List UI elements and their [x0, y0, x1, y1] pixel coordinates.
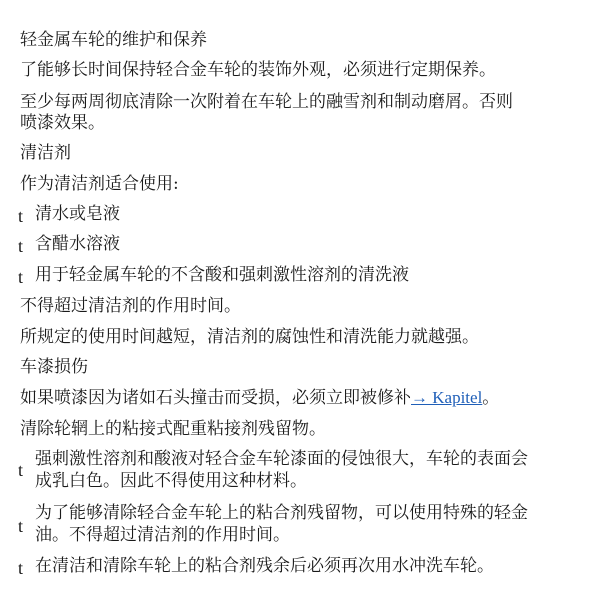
paragraph-maintenance: 了能够长时间保持轻合金车轮的装饰外观，必须进行定期保养。	[20, 60, 496, 80]
heading: 轻金属车轮的维护和保养	[20, 30, 207, 50]
kapitel-link[interactable]: → Kapitel	[411, 388, 483, 407]
paint-repair-text: 如果喷漆因为诸如石头撞击而受损，必须立即被修补	[20, 388, 411, 408]
list-item-line-2: 油。不得超过清洁剂的作用时间。	[35, 525, 290, 545]
list-item: 清水或皂液	[35, 204, 120, 224]
paint-repair-sentence	[20, 388, 499, 408]
bullet-marker: t	[18, 267, 24, 287]
note-corrosiveness: 所规定的使用时间越短，清洁剂的腐蚀性和清洗能力就越强。	[20, 327, 479, 347]
paragraph-cleaning-line-2: 喷漆效果。	[20, 113, 105, 133]
bullet-marker: t	[18, 236, 24, 256]
adhesive-intro: 清除轮辋上的粘接式配重粘接剂残留物。	[20, 419, 326, 439]
bullet-marker: t	[18, 516, 24, 536]
list-item-line-1: 为了能够清除轻合金车轮上的粘合剂残留物，可以使用特殊的轻金	[35, 503, 528, 523]
bullet-marker: t	[18, 206, 24, 226]
paint-repair-period: 。	[482, 388, 500, 408]
note-exposure-time: 不得超过清洁剂的作用时间。	[20, 296, 241, 316]
bullet-marker: t	[18, 558, 24, 578]
list-item: 含醋水溶液	[35, 234, 120, 254]
section-title-paint-damage: 车漆损伤	[20, 357, 88, 377]
section-title-cleaners: 清洁剂	[20, 143, 71, 163]
list-item: 在清洁和清除车轮上的粘合剂残余后必须再次用水冲洗车轮。	[35, 556, 494, 576]
list-item-line-2: 成乳白色。因此不得使用这种材料。	[35, 471, 307, 491]
list-item-line-1: 强刺激性溶剂和酸液对轻合金车轮漆面的侵蚀很大，车轮的表面会	[35, 449, 528, 469]
cleaners-intro: 作为清洁剂适合使用:	[20, 174, 179, 194]
bullet-marker: t	[18, 460, 24, 480]
list-item: 用于轻金属车轮的不含酸和强刺激性溶剂的清洗液	[35, 265, 409, 285]
paragraph-cleaning-line-1: 至少每两周彻底清除一次附着在车轮上的融雪剂和制动磨屑。否则	[20, 92, 513, 112]
